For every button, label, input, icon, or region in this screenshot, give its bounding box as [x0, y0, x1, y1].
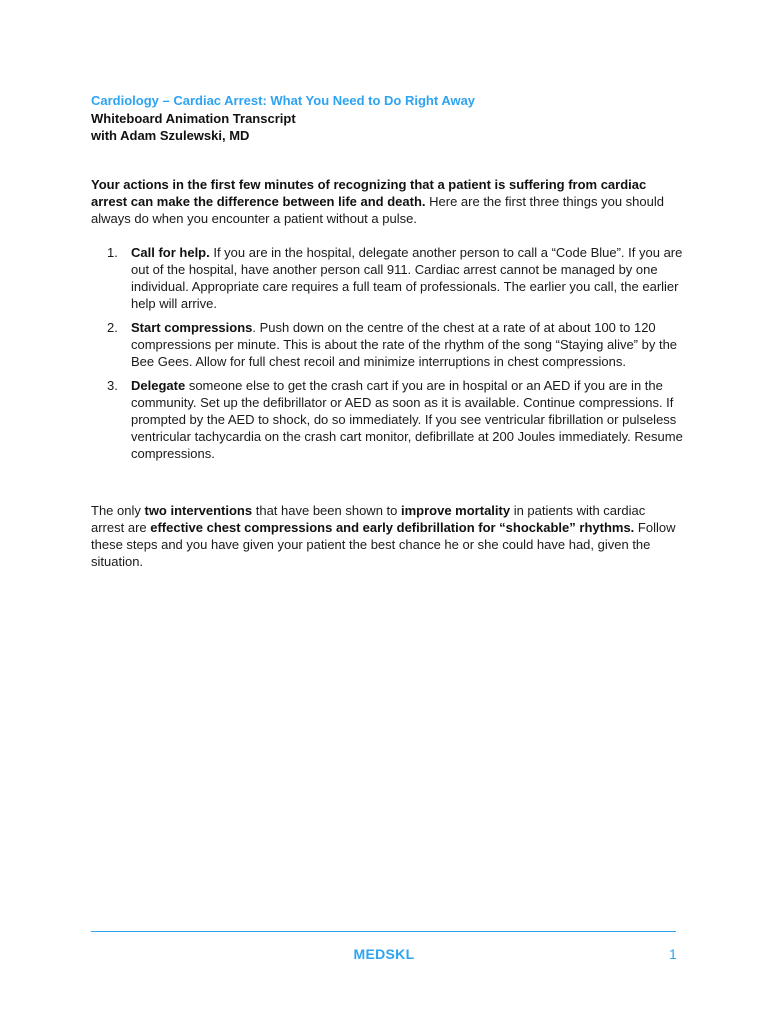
step-text: someone else to get the crash cart if you are in hospital or an AED if you are in the community. Set up the defibrillator or AED as soon as it is available. Continue compressions. If prompted by the AED to shock, do so immediately. If you see ventricular fibrillation or pulseless ventricular tachycardia on the crash cart monitor, defibrillate at 200 Joules immediately. Resume compressions.: [131, 378, 683, 461]
closing-bold: two interventions: [144, 503, 253, 518]
list-item: [107, 244, 687, 312]
closing-bold: effective chest compressions and early defibrillation for “shockable” rhythms.: [150, 520, 635, 535]
document-subtitle: Whiteboard Animation Transcript: [91, 110, 296, 126]
step-number: 1.: [107, 245, 118, 260]
closing-text: The only: [91, 503, 145, 518]
list-item: [107, 319, 687, 370]
footer-divider: [91, 931, 676, 932]
list-item: [107, 377, 687, 462]
footer-brand-logo: MEDSKL: [353, 946, 415, 962]
closing-text: Follow these steps and you have given your patient the best chance he or she could have had, given the situation.: [91, 520, 676, 569]
closing-text: that have been shown to: [252, 503, 401, 518]
closing-bold: improve mortality: [401, 503, 511, 518]
page-number: 1: [669, 946, 677, 962]
step-text: If you are in the hospital, delegate another person to call a “Code Blue”. If you are out of the hospital, have another person call 911. Cardiac arrest cannot be managed by one individual. Appropriate care requires a full team of professionals. The earlier you call, the earlier help will arrive.: [131, 245, 683, 311]
step-heading: Start compressions: [131, 320, 253, 335]
document-title: Cardiology – Cardiac Arrest: What You Need to Do Right Away: [91, 93, 476, 108]
closing-paragraph: [91, 502, 681, 570]
intro-bold: Your actions in the first few minutes of recognizing that a patient is suffering from cardiac arrest can make the difference between life and death.: [91, 177, 647, 209]
steps-list: [107, 244, 687, 469]
step-number: 2.: [107, 320, 118, 335]
document-header: [91, 92, 691, 145]
document-author: with Adam Szulewski, MD: [91, 128, 250, 143]
step-number: 3.: [107, 378, 118, 393]
intro-paragraph: [91, 176, 681, 227]
closing-text: in patients with cardiac arrest are: [91, 503, 646, 535]
step-heading: Call for help.: [131, 245, 210, 260]
step-heading: Delegate: [131, 378, 186, 393]
step-text: . Push down on the centre of the chest at a rate of at about 100 to 120 compressions per minute. This is about the rate of the rhythm of the song “Staying alive” by the Bee Gees. Allow for full chest recoil and minimize interruptions in chest compressions.: [131, 320, 678, 369]
intro-text: Here are the first three things you should always do when you encounter a patient without a pulse.: [91, 194, 664, 226]
